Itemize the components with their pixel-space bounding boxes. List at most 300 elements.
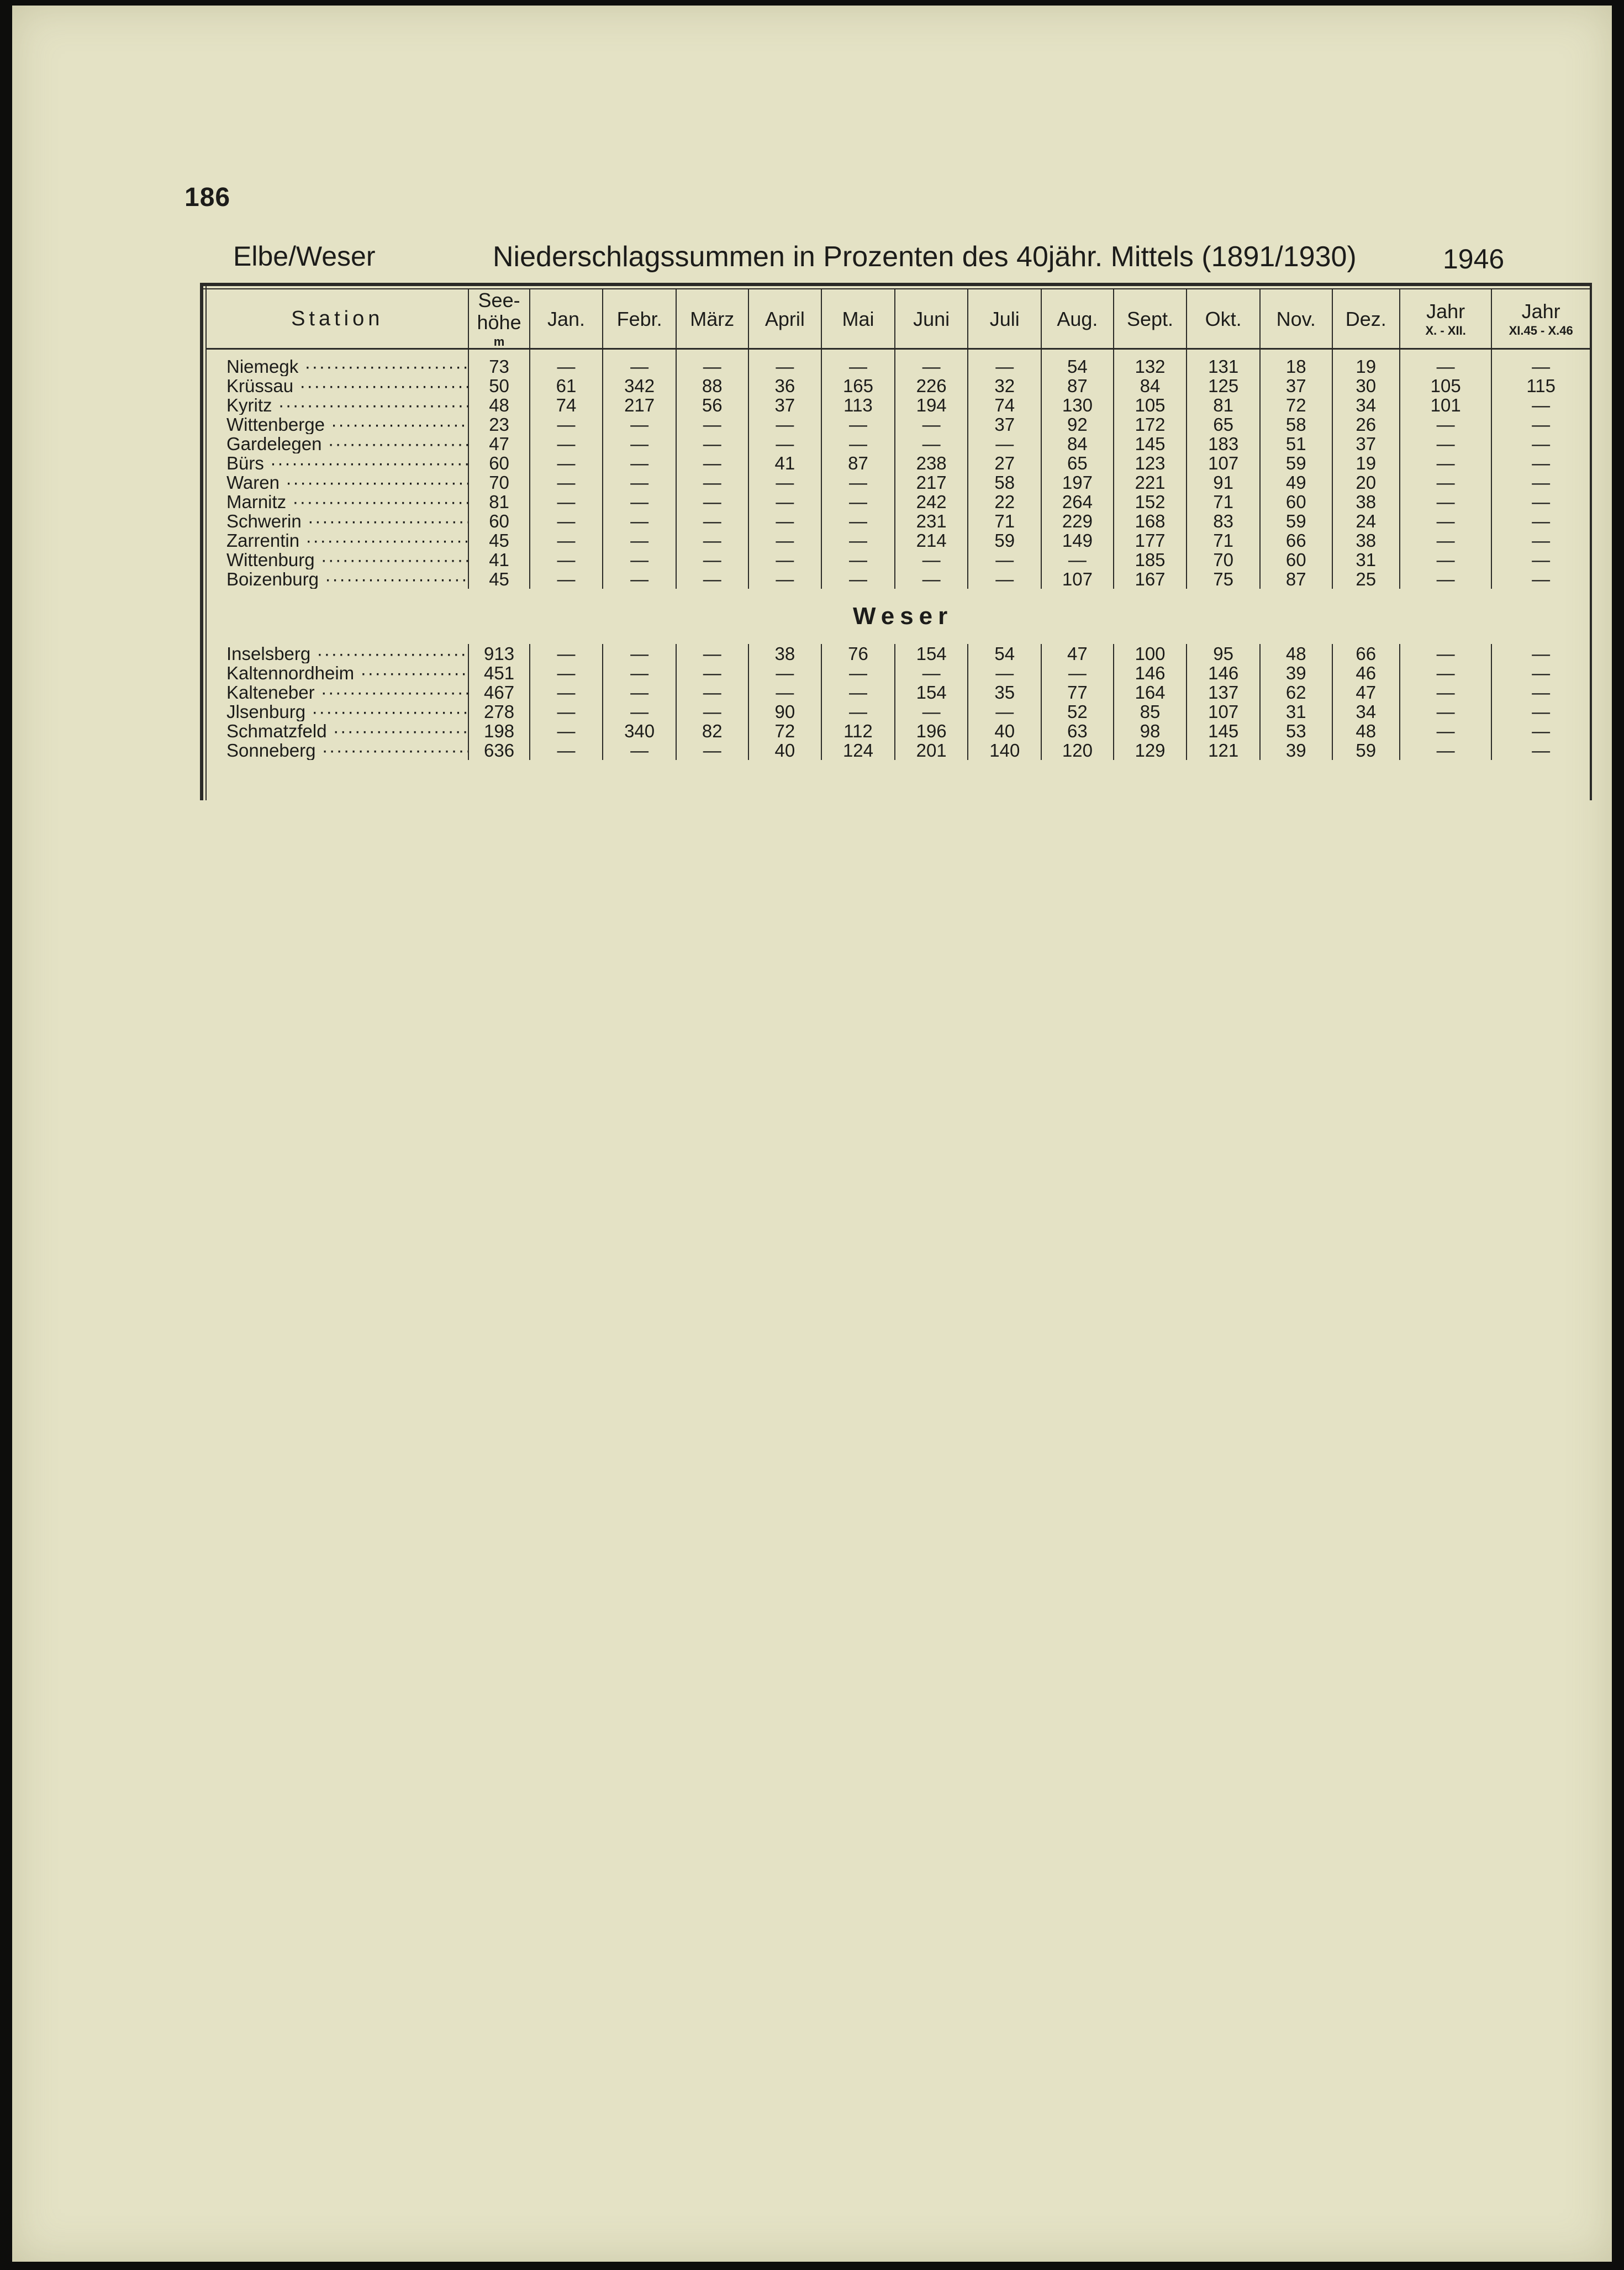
value-cell: 152 [1114, 492, 1187, 511]
value-cell: 131 [1187, 357, 1260, 376]
value-cell: — [1400, 434, 1491, 453]
value-cell: 112 [821, 721, 895, 741]
value-cell: — [1400, 683, 1491, 702]
col-year-1 [1400, 289, 1491, 349]
spacer-row [207, 349, 1590, 357]
value-cell: — [1400, 702, 1491, 721]
col-apr: April [748, 289, 822, 349]
value-cell: — [676, 741, 748, 760]
value-cell: 83 [1187, 511, 1260, 531]
table-row [207, 376, 1590, 395]
value-cell: — [1532, 569, 1551, 590]
value-cell: — [603, 473, 676, 492]
station-name: Niemegk [226, 357, 299, 377]
value-cell: — [968, 357, 1041, 376]
precipitation-table [207, 289, 1590, 760]
value-cell: 71 [1187, 531, 1260, 550]
section-heading-weser: Weser [853, 603, 953, 630]
value-cell: 123 [1114, 453, 1187, 473]
value-cell: — [530, 569, 603, 589]
value-cell: 71 [968, 511, 1041, 531]
value-cell: 183 [1187, 434, 1260, 453]
value-cell: 229 [1041, 511, 1114, 531]
table-row [207, 721, 1590, 741]
section-heading-row [207, 589, 1590, 644]
col-oct: Okt. [1187, 289, 1260, 349]
value-cell: 130 [1041, 395, 1114, 415]
value-cell: 22 [968, 492, 1041, 511]
value-cell: — [895, 357, 968, 376]
value-cell: — [748, 683, 822, 702]
value-cell: 37 [968, 415, 1041, 434]
station-name: Sonneberg [226, 741, 316, 761]
value-cell: 48 [1332, 721, 1400, 741]
value-cell: — [603, 357, 676, 376]
value-cell: 154 [895, 683, 968, 702]
value-cell: 129 [1114, 741, 1187, 760]
value-cell: 105 [1400, 376, 1491, 395]
col-year-2-label: Jahr [1521, 299, 1560, 323]
value-cell: 145 [1114, 434, 1187, 453]
value-cell: 81 [1187, 395, 1260, 415]
value-cell: — [676, 415, 748, 434]
value-cell: 125 [1187, 376, 1260, 395]
value-cell: 201 [895, 741, 968, 760]
station-name: Kaltennordheim [226, 663, 355, 683]
station-cell [207, 357, 468, 376]
value-cell: — [1400, 415, 1491, 434]
col-dec: Dez. [1332, 289, 1400, 349]
value-cell: 31 [1260, 702, 1332, 721]
value-cell: — [676, 663, 748, 683]
value-cell: 59 [968, 531, 1041, 550]
value-cell: — [821, 702, 895, 721]
value-cell: 41 [468, 550, 529, 569]
value-cell: 35 [968, 683, 1041, 702]
col-year-1-range: X. - XII. [1425, 324, 1466, 338]
value-cell: — [1400, 663, 1491, 683]
value-cell: — [1041, 550, 1114, 569]
value-cell: — [748, 434, 822, 453]
station-name: Schmatzfeld [226, 721, 327, 741]
value-cell: — [895, 550, 968, 569]
value-cell: — [530, 473, 603, 492]
document-page [12, 6, 1612, 2262]
value-cell: 95 [1187, 644, 1260, 663]
value-cell: 66 [1260, 531, 1332, 550]
value-cell: — [530, 357, 603, 376]
value-cell: 113 [821, 395, 895, 415]
value-cell: — [1400, 357, 1491, 376]
value-cell: 34 [1332, 395, 1400, 415]
station-cell [207, 741, 468, 760]
value-cell: 120 [1041, 741, 1114, 760]
value-cell: — [1532, 550, 1551, 571]
value-cell: — [530, 434, 603, 453]
value-cell: 121 [1187, 741, 1260, 760]
value-cell: 87 [1041, 376, 1114, 395]
station-cell [207, 721, 468, 741]
value-cell: 60 [468, 453, 529, 473]
value-cell: 168 [1114, 511, 1187, 531]
value-cell: 177 [1114, 531, 1187, 550]
value-cell: — [603, 741, 676, 760]
value-cell: 137 [1187, 683, 1260, 702]
value-cell: — [530, 492, 603, 511]
station-name: Boizenburg [226, 569, 319, 589]
table-row [207, 741, 1590, 760]
value-cell: 197 [1041, 473, 1114, 492]
table-row [207, 511, 1590, 531]
station-cell [207, 434, 468, 453]
value-cell: 58 [968, 473, 1041, 492]
value-cell: 31 [1332, 550, 1400, 569]
col-aug: Aug. [1041, 289, 1114, 349]
value-cell: 71 [1187, 492, 1260, 511]
value-cell: — [821, 663, 895, 683]
value-cell: 76 [821, 644, 895, 663]
station-name: Kyritz [226, 395, 272, 415]
value-cell: 41 [748, 453, 822, 473]
value-cell: 49 [1260, 473, 1332, 492]
table-row [207, 663, 1590, 683]
value-cell: — [1532, 721, 1551, 742]
value-cell: — [1532, 472, 1551, 493]
value-cell: — [676, 453, 748, 473]
value-cell: 60 [1260, 492, 1332, 511]
value-cell: 74 [968, 395, 1041, 415]
value-cell: — [603, 492, 676, 511]
value-cell: 165 [821, 376, 895, 395]
value-cell: 107 [1041, 569, 1114, 589]
value-cell: 40 [968, 721, 1041, 741]
value-cell: 82 [676, 721, 748, 741]
value-cell: — [968, 569, 1041, 589]
table-row [207, 473, 1590, 492]
value-cell: — [1400, 473, 1491, 492]
value-cell: — [603, 531, 676, 550]
value-cell: — [821, 550, 895, 569]
table-row [207, 550, 1590, 569]
value-cell: 105 [1114, 395, 1187, 415]
value-cell: 340 [603, 721, 676, 741]
value-cell: — [530, 415, 603, 434]
station-cell [207, 376, 468, 395]
value-cell: 84 [1041, 434, 1114, 453]
value-cell: 72 [748, 721, 822, 741]
value-cell: — [748, 492, 822, 511]
value-cell: — [821, 434, 895, 453]
station-cell [207, 395, 468, 415]
value-cell: — [748, 415, 822, 434]
value-cell: 48 [1260, 644, 1332, 663]
value-cell: 75 [1187, 569, 1260, 589]
value-cell: 124 [821, 741, 895, 760]
value-cell: 32 [968, 376, 1041, 395]
value-cell: — [748, 357, 822, 376]
col-year-2-range: XI.45 - X.46 [1509, 324, 1573, 338]
value-cell: 146 [1187, 663, 1260, 683]
value-cell: — [821, 683, 895, 702]
value-cell: 38 [748, 644, 822, 663]
value-cell: 58 [1260, 415, 1332, 434]
value-cell: — [821, 511, 895, 531]
value-cell: — [1532, 511, 1551, 532]
value-cell: 59 [1260, 453, 1332, 473]
station-name: Krüssau [226, 376, 294, 396]
value-cell: — [676, 473, 748, 492]
value-cell: 50 [468, 376, 529, 395]
value-cell: 65 [1041, 453, 1114, 473]
value-cell: 54 [968, 644, 1041, 663]
value-cell: 145 [1187, 721, 1260, 741]
value-cell: — [968, 550, 1041, 569]
value-cell: — [821, 492, 895, 511]
table-row [207, 453, 1590, 473]
value-cell: — [530, 683, 603, 702]
value-cell: 81 [468, 492, 529, 511]
value-cell: 54 [1041, 357, 1114, 376]
value-cell: — [603, 415, 676, 434]
value-cell: 19 [1332, 453, 1400, 473]
col-year-2 [1491, 289, 1590, 349]
value-cell: — [821, 569, 895, 589]
value-cell: — [895, 569, 968, 589]
value-cell: — [821, 357, 895, 376]
value-cell: 154 [895, 644, 968, 663]
value-cell: 60 [468, 511, 529, 531]
value-cell: — [676, 550, 748, 569]
value-cell: — [1532, 663, 1551, 684]
value-cell: — [968, 663, 1041, 683]
value-cell: 115 [1526, 376, 1556, 397]
station-cell [207, 702, 468, 721]
value-cell: — [1532, 492, 1551, 513]
table-row [207, 531, 1590, 550]
value-cell: 342 [603, 376, 676, 395]
value-cell: 242 [895, 492, 968, 511]
value-cell: 23 [468, 415, 529, 434]
value-cell: 913 [468, 644, 529, 663]
value-cell: — [1400, 492, 1491, 511]
value-cell: — [1400, 721, 1491, 741]
value-cell: 87 [821, 453, 895, 473]
station-name: Inselsberg [226, 644, 311, 664]
value-cell: — [1041, 663, 1114, 683]
value-cell: 61 [530, 376, 603, 395]
value-cell: 196 [895, 721, 968, 741]
value-cell: — [1400, 569, 1491, 589]
value-cell: — [603, 569, 676, 589]
value-cell: 90 [748, 702, 822, 721]
value-cell: 56 [676, 395, 748, 415]
precipitation-table-frame [189, 283, 1592, 800]
value-cell: 59 [1332, 741, 1400, 760]
value-cell: 87 [1260, 569, 1332, 589]
value-cell: — [1532, 643, 1551, 664]
value-cell: — [748, 511, 822, 531]
col-mar: März [676, 289, 748, 349]
value-cell: 26 [1332, 415, 1400, 434]
value-cell: 47 [468, 434, 529, 453]
value-cell: — [895, 434, 968, 453]
value-cell: 34 [1332, 702, 1400, 721]
value-cell: 18 [1260, 357, 1332, 376]
value-cell: — [821, 473, 895, 492]
table-row [207, 569, 1590, 589]
col-jan: Jan. [530, 289, 603, 349]
value-cell: — [603, 434, 676, 453]
value-cell: — [1532, 414, 1551, 435]
value-cell: — [748, 550, 822, 569]
table-row [207, 415, 1590, 434]
table-row [207, 702, 1590, 721]
value-cell: 40 [748, 741, 822, 760]
col-seehoehe-line1: See- [478, 289, 520, 312]
value-cell: 217 [603, 395, 676, 415]
station-cell [207, 683, 468, 702]
value-cell: 149 [1041, 531, 1114, 550]
value-cell: 48 [468, 395, 529, 415]
value-cell: 38 [1332, 531, 1400, 550]
station-cell [207, 663, 468, 683]
value-cell: 107 [1187, 453, 1260, 473]
value-cell: — [676, 569, 748, 589]
value-cell: — [1532, 530, 1551, 551]
value-cell: — [1400, 644, 1491, 663]
value-cell: — [676, 531, 748, 550]
value-cell: — [1532, 434, 1551, 455]
value-cell: 107 [1187, 702, 1260, 721]
value-cell: 27 [968, 453, 1041, 473]
value-cell: — [603, 644, 676, 663]
value-cell: — [1532, 395, 1551, 416]
value-cell: 37 [1332, 434, 1400, 453]
value-cell: 70 [1187, 550, 1260, 569]
value-cell: 63 [1041, 721, 1114, 741]
value-cell: 194 [895, 395, 968, 415]
value-cell: 30 [1332, 376, 1400, 395]
value-cell: 60 [1260, 550, 1332, 569]
value-cell: 91 [1187, 473, 1260, 492]
value-cell: — [1532, 701, 1551, 722]
value-cell: — [1532, 740, 1551, 761]
value-cell: 72 [1260, 395, 1332, 415]
table-row [207, 434, 1590, 453]
value-cell: — [1400, 511, 1491, 531]
value-cell: — [603, 453, 676, 473]
value-cell: 231 [895, 511, 968, 531]
value-cell: — [530, 663, 603, 683]
value-cell: — [1532, 356, 1551, 377]
value-cell: — [676, 434, 748, 453]
value-cell: 73 [468, 357, 529, 376]
value-cell: — [603, 511, 676, 531]
col-jul: Juli [968, 289, 1041, 349]
col-seehoehe-line2: höhe [477, 310, 521, 334]
col-station: Station [207, 289, 468, 349]
station-cell [207, 531, 468, 550]
station-name: Marnitz [226, 492, 287, 512]
value-cell: — [968, 434, 1041, 453]
value-cell: 77 [1041, 683, 1114, 702]
page-number: 186 [184, 183, 231, 212]
value-cell: 59 [1260, 511, 1332, 531]
value-cell: 84 [1114, 376, 1187, 395]
value-cell: 167 [1114, 569, 1187, 589]
table-row [207, 683, 1590, 702]
station-name: Zarrentin [226, 531, 300, 551]
value-cell: — [1400, 531, 1491, 550]
value-cell: — [895, 415, 968, 434]
station-cell [207, 453, 468, 473]
station-cell [207, 415, 468, 434]
value-cell: — [748, 531, 822, 550]
value-cell: 214 [895, 531, 968, 550]
value-cell: — [895, 702, 968, 721]
value-cell: — [1532, 682, 1551, 703]
value-cell: 53 [1260, 721, 1332, 741]
table-body [207, 349, 1590, 760]
value-cell: 47 [1332, 683, 1400, 702]
value-cell: 221 [1114, 473, 1187, 492]
value-cell: 132 [1114, 357, 1187, 376]
value-cell: — [530, 721, 603, 741]
value-cell: 47 [1041, 644, 1114, 663]
value-cell: 65 [1187, 415, 1260, 434]
value-cell: — [1532, 453, 1551, 474]
station-name: Wittenberge [226, 415, 325, 435]
value-cell: — [676, 702, 748, 721]
col-may: Mai [821, 289, 895, 349]
value-cell: — [603, 663, 676, 683]
value-cell: 45 [468, 531, 529, 550]
value-cell: — [530, 453, 603, 473]
value-cell: — [530, 741, 603, 760]
region-header: Elbe/Weser [233, 241, 376, 272]
value-cell: 238 [895, 453, 968, 473]
value-cell: 100 [1114, 644, 1187, 663]
value-cell: — [530, 511, 603, 531]
col-year-1-label: Jahr [1426, 299, 1465, 323]
col-nov: Nov. [1260, 289, 1332, 349]
col-sep: Sept. [1114, 289, 1187, 349]
value-cell: — [676, 511, 748, 531]
value-cell: 85 [1114, 702, 1187, 721]
value-cell: 36 [748, 376, 822, 395]
value-cell: — [821, 415, 895, 434]
station-cell [207, 492, 468, 511]
value-cell: 451 [468, 663, 529, 683]
value-cell: 217 [895, 473, 968, 492]
value-cell: 226 [895, 376, 968, 395]
value-cell: — [603, 550, 676, 569]
value-cell: — [676, 357, 748, 376]
value-cell: — [530, 531, 603, 550]
value-cell: 37 [748, 395, 822, 415]
table-header-row [207, 289, 1590, 349]
value-cell: — [895, 663, 968, 683]
value-cell: 98 [1114, 721, 1187, 741]
value-cell: 101 [1400, 395, 1491, 415]
value-cell: — [530, 702, 603, 721]
value-cell: 70 [468, 473, 529, 492]
station-name: Jlsenburg [226, 702, 306, 722]
value-cell: 52 [1041, 702, 1114, 721]
year-header: 1946 [1443, 244, 1505, 274]
value-cell: — [1400, 453, 1491, 473]
station-name: Gardelegen [226, 434, 322, 454]
